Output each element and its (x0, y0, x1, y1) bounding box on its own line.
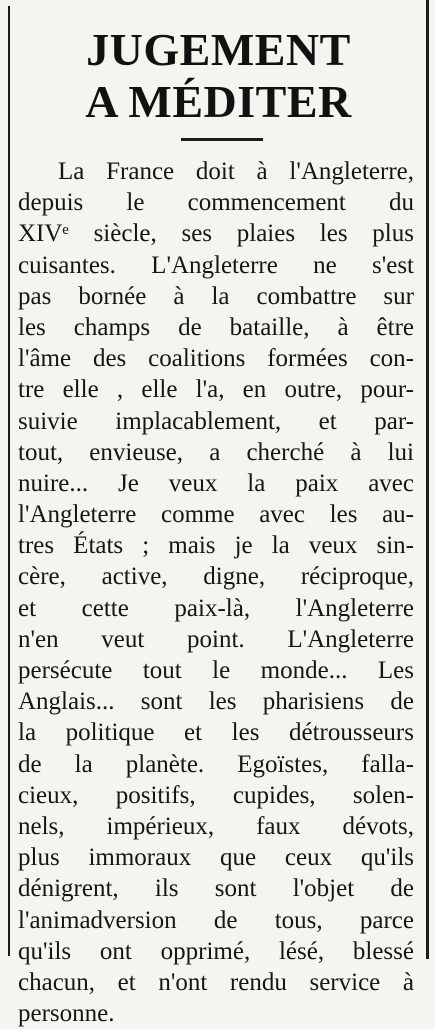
headline-line-2: A MÉDITER (85, 76, 352, 127)
body-line: qu'ils ont opprimé, lésé, blessé (18, 937, 414, 965)
body-line: depuis le commencement du (18, 189, 414, 217)
body-line: plus immoraux que ceux qu'ils (18, 844, 414, 872)
body-line: personne. (18, 1000, 115, 1028)
headline-line-1: JUGEMENT (86, 24, 351, 75)
body-line: XIVᵉ siècle, ses plaies les plus (18, 220, 414, 248)
body-line: de la planète. Egoïstes, falla- (18, 750, 414, 778)
body-line: et cette paix-là, l'Angleterre (18, 594, 414, 622)
left-column-rule (8, 6, 10, 956)
body-line: La France doit à l'Angleterre, (58, 158, 414, 185)
right-column-rule (426, 0, 429, 959)
body-line: la politique et les détrousseurs (18, 719, 414, 747)
headline (14, 24, 423, 128)
body-line: tout, envieuse, a cherché à lui (18, 438, 414, 466)
body-line: cieux, positifs, cupides, solen- (18, 781, 414, 809)
body-line: persécute tout le monde... Les (18, 657, 414, 684)
body-line: dénigrent, ils sont l'objet de (18, 875, 414, 903)
body-line: les champs de bataille, à être (18, 313, 414, 341)
body-line: cuisantes. L'Angleterre ne s'est (18, 251, 414, 279)
body-line: tre elle , elle l'a, en outre, pour- (18, 376, 414, 404)
body-line: tres États ; mais je la veux sin- (18, 532, 414, 560)
article-body (18, 156, 414, 1029)
body-line: Anglais... sont les pharisiens de (18, 688, 414, 716)
body-line: l'Angleterre comme avec les au- (18, 501, 414, 529)
headline-divider (181, 138, 263, 141)
body-line: nels, impérieux, faux dévots, (18, 812, 414, 840)
body-line: suivie implacablement, et par- (18, 407, 414, 435)
body-line: pas bornée à la combattre sur (18, 282, 414, 310)
body-line: l'animadversion de tous, parce (18, 906, 414, 934)
body-line: cère, active, digne, réciproque, (18, 563, 414, 591)
body-line: l'âme des coalitions formées con- (18, 345, 414, 373)
body-line: nuire... Je veux la paix avec (18, 469, 414, 497)
body-line: chacun, et n'ont rendu service à (18, 968, 414, 996)
body-line: n'en veut point. L'Angleterre (18, 625, 414, 653)
